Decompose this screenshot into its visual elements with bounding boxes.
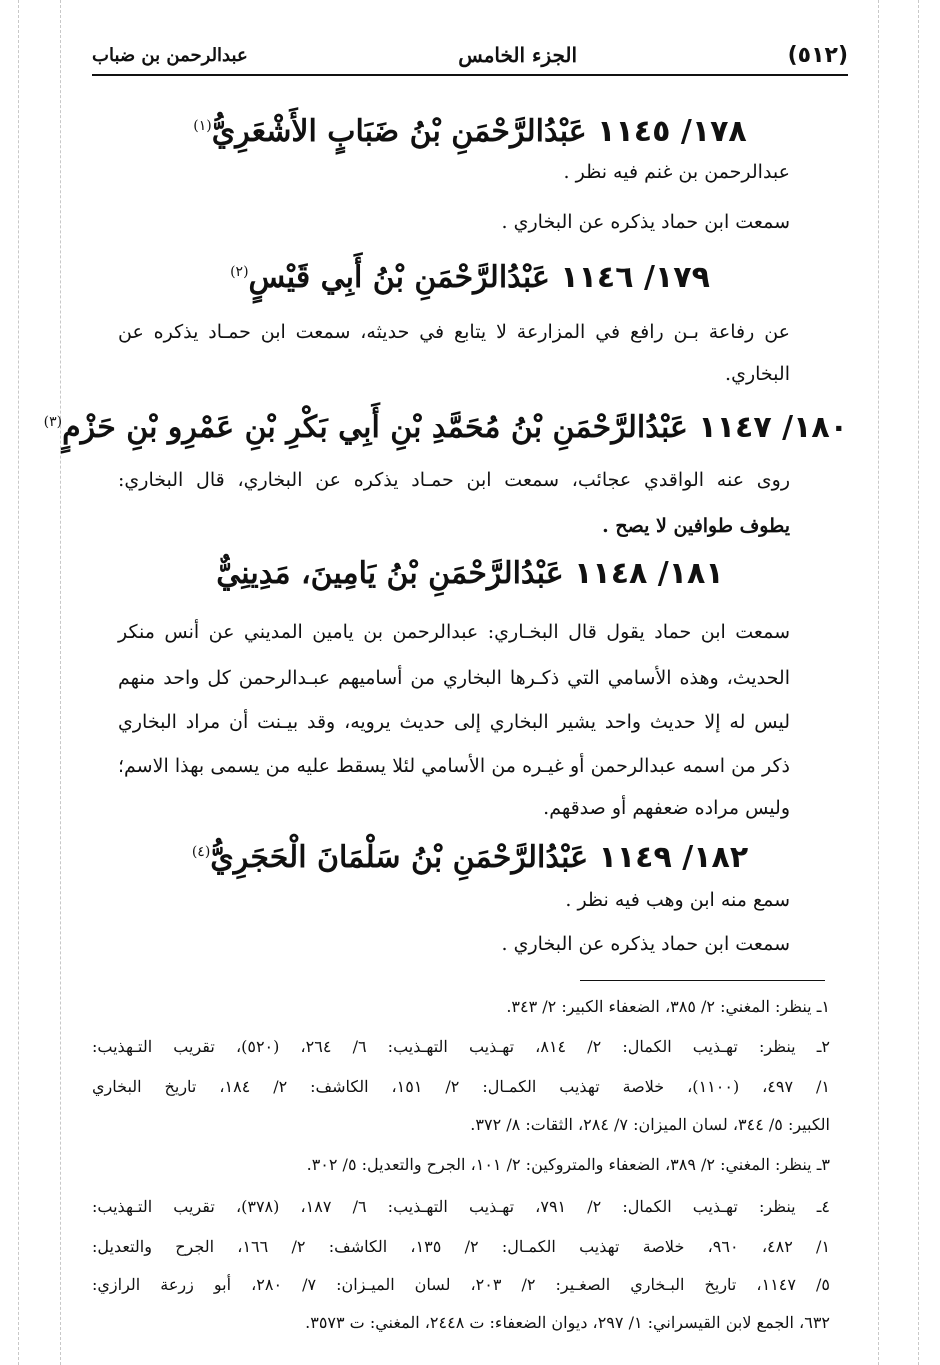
entry-text-line: سمعت ابن حماد يذكره عن البخاري . [501,933,790,955]
entry-text-line: وليس مراده ضعفهم أو صدقهم. [543,797,790,819]
entry-number: ١٧٨/ ١١٤٥ [597,114,747,149]
entry-text-line: يطوف طوافين لا يصح . [602,515,790,537]
entry-heading [92,104,848,154]
scan-margin-line [918,0,919,1365]
footnote-line: ١ـ ينظر: المغني: ٢/ ٣٨٥، الضعفاء الكبير: ٢/ ٣٤٣. [506,997,830,1016]
footnote-line: ١/ ٤٨٢، ٩٦٠، خلاصة تهذيب الكمـال: ٢/ ١٣٥، الكاشف: ٢/ ١٦٦، الجرح والتعديل: [92,1237,831,1256]
entry-text-line: سمع منه ابن وهب فيه نظر . [565,889,790,911]
entry-text-line: البخاري. [725,363,790,385]
entry-text-line: عبدالرحمن بن غنم فيه نظر . [563,161,790,183]
entry-name: عَبْدُالرَّحْمَنِ بْنُ يَامِينَ، مَدِينِيٌّ [216,556,564,591]
page-number: (٥١٢) [787,42,848,68]
entry-heading [92,552,848,596]
running-header [92,40,848,70]
entry-name: عَبْدُالرَّحْمَنِ بْنُ أَبِي قَيْسٍ [248,260,550,295]
entry-heading [92,250,848,300]
entry-text-line: ذكر من اسمه عبدالرحمن أو غيـره من الأسامي لئلا يسقط عليه من يسمى بهذا الاسم؛ [118,755,790,777]
footnote-rule [580,980,825,981]
scan-margin-line [60,0,61,1365]
entry-text-line: الحديث، وهذه الأسامي التي ذكـرها البخاري من أساميهم عبـدالرحمن كل واحد منهم [118,667,790,689]
footnote-line: ١/ ٤٩٧، (١١٠٠)، خلاصة تهذيب الكمـال: ٢/ ١٥١، الكاشف: ٢/ ١٨٤، تاريخ البخاري [92,1077,831,1096]
footnote-ref: (٤) [191,844,211,860]
footnote-line: ٤ـ ينظر: تهـذيب الكمال: ٢/ ٧٩١، تهـذيب التهـذيب: ٦/ ١٨٧، (٣٧٨)، تقريب التـهذيب: [92,1197,830,1216]
entry-name: عَبْدُالرَّحْمَنِ بْنُ مُحَمَّدِ بْنِ أَبِي بَكْرِ بْنِ عَمْرِو بْنِ حَزْمٍ [62,410,688,445]
footnote-ref: (٢) [230,264,249,280]
entry-text-line: روى عنه الواقدي عجائب، سمعت ابن حمـاد يذكره عن البخاري، قال البخاري: [118,469,790,491]
entry-text-line: عن رفاعة بـن رافع في المزارعة لا يتابع في حديثه، سمعت ابن حمـاد يذكره عن [118,321,790,343]
entry-number: ١٨٠/ ١١٤٧ [698,410,848,445]
footnote-ref: (٣) [43,414,63,430]
entry-heading [43,400,848,450]
entry-number: ١٧٩/ ١١٤٦ [560,260,710,295]
part-title: الجزء الخامس [458,43,578,67]
entry-text-line: سمعت ابن حماد يقول قال البخـاري: عبدالرحمن بن يامين المديني عن أنس منكر [118,621,790,643]
entry-name: عَبْدُالرَّحْمَنِ بْنُ سَلْمَانَ الْحَجَرِيُّ [210,840,589,875]
entry-text-line: سمعت ابن حماد يذكره عن البخاري . [501,211,790,233]
entry-name: عَبْدُالرَّحْمَنِ بْنُ ضَبَابٍ الأَشْعَرِيُّ [211,114,587,149]
footnote-line: ٢ـ ينظر: تهـذيب الكمال: ٢/ ٨١٤، تهـذيب التهـذيب: ٦/ ٢٦٤، (٥٢٠)، تقريب التـهذيب: [92,1037,830,1056]
footnote-ref: (١) [193,118,212,134]
entry-text-line: ليس له إلا حديث واحد يشير البخاري إلى حديث يرويه، وقد بيـنت أن مراد البخاري [118,711,790,733]
entry-number: ١٨٢/ ١١٤٩ [598,840,749,875]
header-rule [92,74,848,76]
entry-number: ١٨١/ ١١٤٨ [574,556,724,591]
footnote-line: ٦٣٢، الجمع لابن القيسراني: ١/ ٢٩٧، ديوان الضعفاء: ت ٢٤٤٨، المغني: ت ٣٥٧٣. [305,1313,830,1332]
section-title: عبدالرحمن بن ضباب [92,44,248,66]
footnote-line: ٣ـ ينظر: المغني: ٢/ ٣٨٩، الضعفاء والمتروكين: ٢/ ١٠١، الجرح والتعديل: ٥/ ٣٠٢. [306,1155,830,1174]
entry-heading [92,830,848,880]
scan-margin-line [878,0,879,1365]
scan-margin-line [18,0,19,1365]
footnote-line: الكبير: ٥/ ٣٤٤، لسان الميزان: ٧/ ٢٨٤، الثقات: ٨/ ٣٧٢. [470,1115,830,1134]
footnote-line: ٥/ ١١٤٧، تاريخ البـخاري الصغـير: ٢/ ٢٠٣، لسان الميـزان: ٧/ ٢٨٠، أبو زرعة الرازي: [92,1275,830,1294]
